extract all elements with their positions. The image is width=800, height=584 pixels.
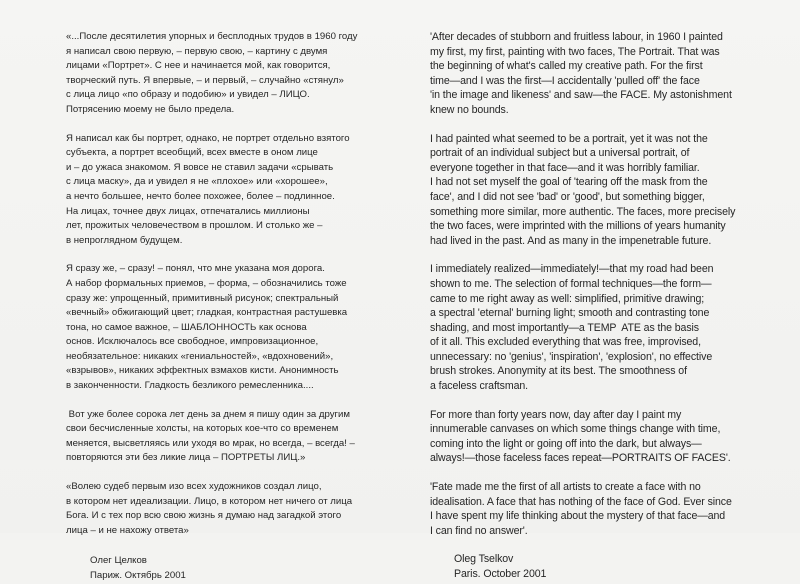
text-line: в котором нет идеализации. Лицо, в котором нет ничего от лица: [66, 495, 353, 507]
text-line: of it all. This excluded everything that was free, improvised,: [430, 336, 701, 349]
text-line: основ. Исключалось все свободное, импровизационное,: [66, 336, 319, 348]
text-line: творческий путь. Я впервые, – и первый, – случайно «стянул»: [66, 74, 344, 86]
text-line: «взрывов», никаких эффектных взмахов кисти. Анонимность: [66, 365, 339, 377]
text-line: portrait of an individual subject but a universal portrait, of: [430, 147, 690, 160]
text-line: лицами «Портрет». С нее и начинается мой, как говорится,: [66, 60, 331, 72]
text-line: меняется, высветляясь или уходя во мрак, но всегда, – всегда! –: [66, 437, 355, 449]
text-line: I have spent my life thinking about the mystery of that face—and: [430, 510, 726, 523]
text-line: came to me right away as well: simplified, primitive drawing;: [430, 292, 705, 305]
text-line: с лица лицо «по образу и подобию» и увидел – ЛИЦО.: [66, 89, 310, 101]
text-line: For more than forty years now, day after day I paint my: [430, 408, 682, 421]
paragraph: [430, 132, 775, 249]
text-line: А набор формальных приемов, – форма, – обозначились тоже: [66, 277, 347, 289]
signature-block: [66, 554, 391, 583]
paragraph: [430, 408, 775, 466]
text-line: необязательное: никаких «гениальностей», «вдохновений»,: [66, 350, 334, 362]
text-line: I can find no answer'.: [430, 524, 528, 537]
paragraph: [66, 408, 391, 466]
text-line: I immediately realized—immediately!—that my road had been: [430, 263, 714, 276]
text-line: «вечный» обжигающий цвет; гладкая, контрастная растушевка: [66, 307, 348, 319]
text-line: Я написал как бы портрет, однако, не портрет отдельно взятого: [66, 132, 350, 144]
text-line: с лица маску», да и увидел я не «плохое» или «хорошее»,: [66, 176, 328, 188]
text-line: a faceless craftsman.: [430, 380, 528, 393]
paragraph: [66, 262, 391, 393]
text-line: the beginning of what's called my creative path. For the first: [430, 60, 703, 73]
text-line: и – до ужаса знакомом. Я вовсе не ставил задачи «срывать: [66, 161, 334, 173]
text-line: always!—those faceless faces repeat—PORTRAITS OF FACES'.: [430, 452, 731, 465]
text-line: в непроглядном будущем.: [66, 234, 183, 246]
text-line: my first, my first, painting with two faces, The Portrait. That was: [430, 45, 720, 58]
text-line: 'in the image and likeness' and saw—the FACE. My astonishment: [430, 89, 732, 102]
text-line: coming into the light or going off into the dark, but always—: [430, 437, 702, 450]
text-line: brush strokes. Anonymity at its best. The smoothness of: [430, 365, 687, 378]
paragraph: [66, 30, 391, 118]
author-name: Oleg Tselkov: [454, 553, 514, 566]
text-line: unnecessary: no 'genius', 'inspiration', 'explosion', no effective: [430, 350, 713, 363]
text-line: I had not set myself the goal of 'tearing off the mask from the: [430, 176, 708, 189]
text-line: повторяются эти без ликие лица – ПОРТРЕТЫ ЛИЦ.»: [66, 452, 306, 464]
text-line: time—and I was the first—I accidentally 'pulled off' the face: [430, 74, 700, 87]
english-text-column: [430, 30, 775, 582]
text-line: На лицах, точнее двух лицах, отпечатались миллионы: [66, 205, 310, 217]
text-line: face', and I did not see 'bad' or 'good', but something bigger,: [430, 190, 705, 203]
text-line: «...После десятилетия упорных и бесплодных трудов в 1960 году: [66, 31, 358, 42]
signature-block: [430, 552, 775, 581]
text-line: everyone together in that face—and it was horribly familiar.: [430, 161, 700, 174]
text-line: Бога. И с тех пор всю свою жизнь я думаю над загадкой этого: [66, 510, 342, 522]
text-line: idealisation. A face that has nothing of the face of God. Ever since: [430, 495, 732, 508]
text-line: тона, но самое важное, – ШАБЛОННОСТЬ как основа: [66, 321, 307, 333]
text-line: субъекта, а портрет всеобщий, всех вместе в оном лице: [66, 147, 318, 159]
text-line: лет, прожитых человечеством в прошлом. И столько же –: [66, 220, 323, 232]
text-line: innumerable canvases on which some things change with time,: [430, 423, 721, 436]
text-line: Вот уже более сорока лет день за днем я пишу один за другим: [66, 408, 351, 420]
text-line: а нечто большее, нечто более похожее, более – подлинное.: [66, 190, 335, 202]
paragraph: [66, 480, 391, 538]
text-line: something more similar, more authentic. The faces, more precisely: [430, 205, 736, 218]
text-line: «Волею судеб первым изо всех художников создал лицо,: [66, 481, 322, 493]
text-line: knew no bounds.: [430, 103, 509, 116]
place-and-date: Париж. Октябрь 2001: [90, 570, 186, 581]
text-line: had lived in the past. And as many in the impenetrable future.: [430, 234, 712, 247]
paragraph: [66, 132, 391, 249]
text-line: сразу же: упрощенный, примитивный рисунок; спектральный: [66, 292, 339, 304]
text-line: 'After decades of stubborn and fruitless labour, in 1960 I painted: [430, 31, 723, 43]
russian-text-column: [66, 30, 391, 584]
text-line: Потрясению моему не было предела.: [66, 103, 235, 115]
text-line: shown to me. The selection of formal techniques—the form—: [430, 277, 712, 290]
text-line: a spectral 'eternal' burning light; smooth and contrasting tone: [430, 307, 710, 320]
text-line: shading, and most importantly—a TEMP ATE as the basis: [430, 321, 699, 334]
text-line: Я сразу же, – сразу! – понял, что мне указана моя дорога.: [66, 263, 325, 275]
text-line: в законченности. Гладкость безликого ремесленника....: [66, 380, 314, 392]
paragraph: [430, 30, 775, 118]
paragraph: [430, 480, 775, 538]
text-line: the two faces, were imprinted with the millions of years humanity: [430, 220, 726, 233]
text-line: свои бесчисленные холсты, на которых кое-что со временем: [66, 423, 339, 435]
text-line: 'Fate made me the first of all artists to create a face with no: [430, 481, 701, 494]
text-line: I had painted what seemed to be a portrait, yet it was not the: [430, 132, 708, 145]
text-line: я написал свою первую, – первую свою, – картину с двумя: [66, 45, 328, 57]
paragraph: [430, 262, 775, 393]
text-line: лица – и не нахожу ответа»: [66, 524, 189, 536]
place-and-date: Paris. October 2001: [454, 568, 547, 580]
author-name: Олег Целков: [90, 555, 147, 567]
